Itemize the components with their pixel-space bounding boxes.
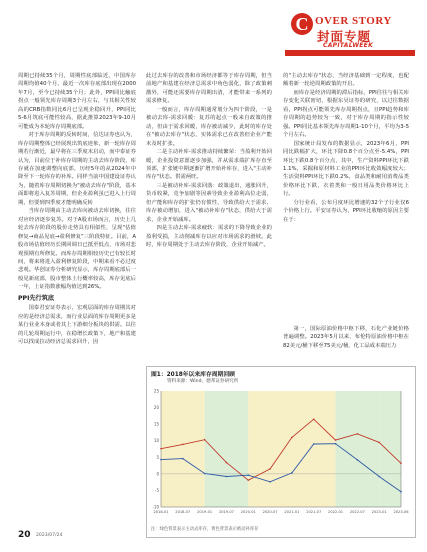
x-tick-label: 2022-01 — [328, 510, 344, 514]
y-tick-label: 25 — [153, 388, 159, 394]
y-tick-label: -10 — [152, 504, 159, 510]
data-point — [204, 473, 206, 475]
data-point — [400, 491, 402, 493]
paragraph: 国家统计局发布的数据显示，2023年6月，PPI同比跌幅扩大，环比下降0.8个百分点至-5.4%，PPI环比下跌0.8个百分点，其中，生产资料PPI环比下跌1.1%，采掘和原材料工业的PPI环比收敛幅度较大；生活资料PPI环比下跌0.2%，食品类和耐用消费品类价格环比下跌，衣着类和一般日用品类价格环比上行。 — [283, 140, 409, 198]
paragraph: 分行业看，公布月度环比增速的32个子行业仅6个价格上行。平安证券认为，PPI环比收缩的原因主要在于： — [283, 199, 409, 223]
data-point — [182, 458, 184, 460]
data-point — [160, 448, 162, 450]
badge-letter: C — [291, 13, 313, 35]
y-tick-label: 10 — [153, 438, 159, 444]
section-heading: PPI先行筑底 — [18, 294, 55, 302]
article-column-3-continued — [283, 325, 409, 350]
phase-band — [205, 391, 249, 507]
data-point — [269, 468, 271, 470]
page-footer — [18, 530, 408, 542]
x-tick-label: 2021-01 — [284, 510, 300, 514]
data-point — [378, 442, 380, 444]
badge-section-title: 封面专题 — [317, 29, 372, 44]
data-point — [357, 459, 359, 461]
phase-band — [248, 391, 292, 507]
data-point — [313, 443, 315, 445]
paragraph: 周期已持续35个月，周期性底部临近，中国库存周期均值40个月，最近一次库存底部出现在2000年7月，至今已持续35个月；此外，PPI同比触底拐点一般领先库存周期3个月左右，与其相关性较高的CRB指数同比6月已呈现企稳回升，PPI同比5-6月筑底可能性较高，据此推算2023年9-10月可能成为本轮库存周期底部。 — [18, 73, 136, 130]
paragraph: 对于库存周期的反转时间，信达证券也认为，库存周期整体已经展现出筑底迹象，新一轮库存周期若行渐近，最早将在三季度末启动，而中泰证券认为，目前位于补库存周期的主动去库存阶段，库存就在加速调整向底部，历经5年的从2024年中降至下一轮库存的补库。同样当前中国建设证券认为，随着库存周期切换为"被动去库存"阶段，基本面即将进入复苏周期，但企业盈利虽已进入上行周期，但要到四季度才能明确反转 — [18, 132, 136, 206]
data-point — [182, 444, 184, 446]
data-point — [226, 476, 228, 478]
x-tick-label: 2018-01 — [153, 510, 169, 514]
paragraph: 的"主动去库存"状态，当经济基础到一定程度，也配额着新一轮逆周期政策的开启。 — [283, 73, 409, 88]
x-tick-label: 2020-07 — [262, 510, 278, 514]
data-point — [204, 439, 206, 441]
issue-date: 2023/07/24 — [36, 533, 63, 538]
paragraph: 二是主动补库-需求推动持续繁荣：当盈利开始回暖，企业投资意愿逐步加强，并从需求端扩库存直至顶部，扩张链中期逐渐扩增开始补库存，进入"主动补库存"状态。供需两旺。 — [146, 149, 272, 181]
figure-note: 注：绿色背景表示主动去库存，黄色背景表示被动补库存 — [151, 527, 259, 532]
paragraph: 一般而言，库存周期通常划分为四个阶段，一是被动去库-需求回暖：复苏的起点一般来自政策的推动，但由于需求回暖，库存被动减少，此时的库存处在"被动去库存"状态，实体需求已在改善但企业产能未及时扩张。 — [146, 106, 272, 147]
article-column-2 — [146, 72, 272, 250]
paragraph: 第一，国际原油价格中枢下移，石化产业链价格普遍调整。2023年5月以来，布伦特原油价格中枢在82美元/桶下移至75美元/桶，化工品成本端压力 — [283, 326, 409, 349]
data-point — [247, 474, 249, 476]
paragraph: 三是被动补库-需求回落：政策退出，通胀回升，货币收紧，竞争加剧等因素导致企业盈利高位走弱，但产能和库存的扩张仍有惯性，导致供给大于需求、库存被动增加，进入"被动补库存"状态，供给大于需求，企业开始减库。 — [146, 182, 272, 223]
x-tick-label: 2023-06 — [393, 510, 409, 514]
y-tick-label: 20 — [153, 405, 159, 411]
paragraph: 国泰君安证券表示，宏观层面的库存周期其对应的是经济总需求，而行业层面的库存周期更多是某行业业本身或者其上下游细分板块的供需。以往的几轮周期运行中，在稳增长政策下，地产和基建可以找成拉动经济总需求回升，因 — [18, 305, 136, 346]
badge-accent-bar — [285, 50, 415, 56]
x-tick-label: 2023-01 — [371, 510, 387, 514]
data-point — [247, 479, 249, 481]
x-tick-label: 2022-07 — [349, 510, 365, 514]
data-point — [313, 418, 315, 420]
page-number: 20 — [18, 530, 31, 540]
phase-band — [292, 391, 336, 507]
badge-over-text: OVER STORY — [315, 15, 392, 27]
y-tick-label: 15 — [153, 421, 159, 427]
data-point — [335, 443, 337, 445]
x-tick-label: 2021-07 — [306, 510, 322, 514]
x-tick-label: 2019-07 — [218, 510, 234, 514]
y-tick-label: 5 — [156, 454, 159, 460]
cover-story-badge — [285, 12, 415, 60]
article-column-1 — [18, 72, 136, 347]
paragraph: 四是主动去库-需求疲软：需求的下降导致企业的盈利受损，主动削减库存以应对市场需求的滑坡。此时，库存周期处于主动去库存阶段，企业开始减产。 — [146, 225, 272, 249]
data-point — [378, 476, 380, 478]
x-tick-label: 2019-01 — [197, 510, 213, 514]
data-point — [269, 481, 271, 483]
badge-english: CAPITALWEEK — [323, 42, 374, 49]
paragraph: 而库存是经济周期的滞后指标，PPI往往与相关库存变化关联密切，根据东吴证券的研究，以过往数据看，PPI拐点可能领先库存周期拐点，且PPI趋势和库存周期的趋势较为一致，对于库存周期的指示性较强。PPI同比基本领先库存周期1-10个月，平均为3-5个月左右。 — [283, 89, 409, 139]
x-tick-label: 2018-07 — [175, 510, 191, 514]
inventory-cycle-chart — [147, 385, 415, 525]
data-point — [160, 459, 162, 461]
figure-caption: 图1：2018年以来库存周期回顾 — [151, 372, 235, 378]
figure-inventory-cycle — [146, 366, 416, 538]
data-point — [226, 462, 228, 464]
figure-source: 资料来源：Wind，德邦证券研究所 — [167, 379, 239, 384]
phase-band — [161, 391, 205, 507]
data-point — [335, 439, 337, 441]
paragraph: 当库存周期由主动去库向被动去库切换，往往对应经济逐步复苏。对于A股市场而言，历史上几轮去库存阶段的股价走势具有相似性，呈现"估值修复→商品见底→盈利修复"三阶段特征。目前，A股市场估值经历长期回调日已抵至低点，市场对悲观预期有所修复。而库存周期相较历史已有较长时间，将来将进入盈利修复阶段，中期来看不必过度悲观。华创证券分析研究显示，库存周期底部后一般见新底部，股市整体上行概率较高，库存见底后一年，上证指数涨幅均值达到26%。 — [18, 208, 136, 291]
paragraph: 此过去库存的改善和市场经济都等于库存周期，但当前地产和基建在经济总需求中角色弱化，除了政策刺激外，可能还需要库存周期出清，才能带来一系列的需求修复。 — [146, 73, 272, 105]
y-tick-label: -5 — [155, 487, 159, 493]
data-point — [400, 462, 402, 464]
data-point — [357, 433, 359, 435]
data-point — [291, 437, 293, 439]
data-point — [291, 472, 293, 474]
article-column-3 — [283, 72, 409, 224]
y-tick-label: 0 — [156, 471, 159, 477]
x-tick-label: 2020-01 — [240, 510, 256, 514]
